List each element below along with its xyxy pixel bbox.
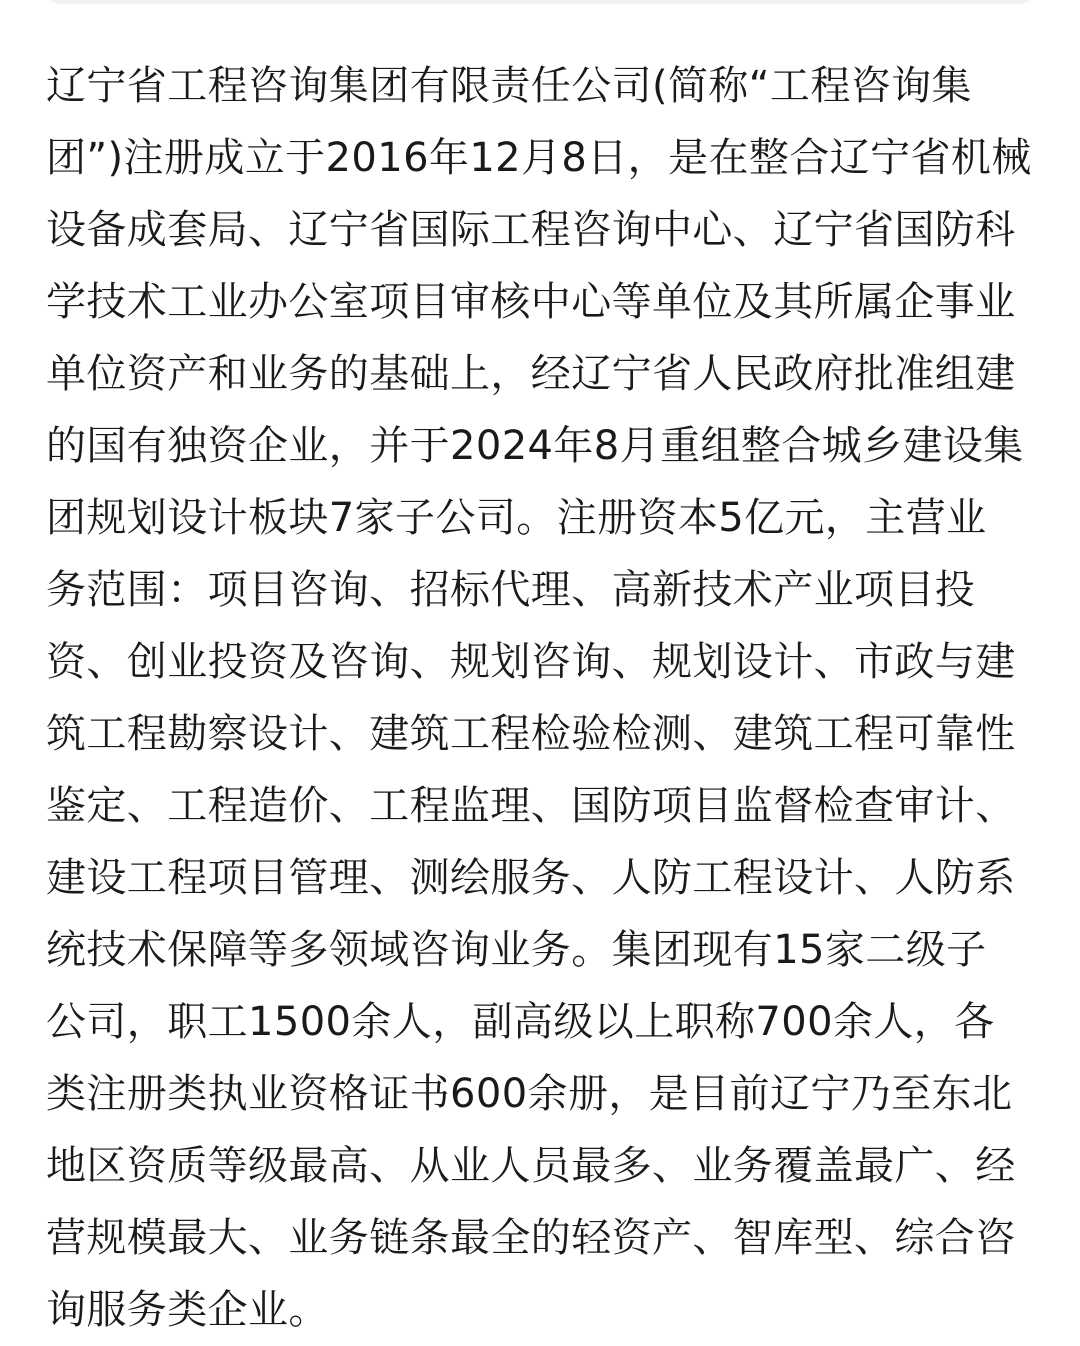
text-line: 学技术工业办公室项目审核中心等单位及其所属企事业 (46, 279, 1016, 325)
text-line: 鉴定、工程造价、工程监理、国防项目监督检查审计、 (46, 783, 1016, 829)
text-line: 统技术保障等多领域咨询业务。集团现有15家二级子 (46, 927, 987, 973)
text-line: 公司，职工1500余人，副高级以上职称700余人，各 (46, 999, 995, 1045)
text-line: 单位资产和业务的基础上，经辽宁省人民政府批准组建 (46, 351, 1016, 397)
text-line: 资、创业投资及咨询、规划咨询、规划设计、市政与建 (46, 639, 1016, 685)
top-card-edge (46, 0, 1034, 4)
text-line: 辽宁省工程咨询集团有限责任公司(简称“工程咨询集 (46, 63, 972, 109)
text-line: 地区资质等级最高、从业人员最多、业务覆盖最广、经 (46, 1143, 1016, 1189)
text-line: 务范围：项目咨询、招标代理、高新技术产业项目投 (46, 567, 976, 613)
text-line: 筑工程勘察设计、建筑工程检验检测、建筑工程可靠性 (46, 711, 1016, 757)
text-line: 设备成套局、辽宁省国际工程咨询中心、辽宁省国防科 (46, 207, 1016, 253)
text-line: 的国有独资企业，并于2024年8月重组整合城乡建设集 (46, 423, 1024, 469)
text-line: 团”)注册成立于2016年12月8日，是在整合辽宁省机械 (46, 135, 1032, 181)
text-line: 建设工程项目管理、测绘服务、人防工程设计、人防系 (46, 855, 1016, 901)
text-line: 询服务类企业。 (46, 1287, 329, 1333)
text-line: 类注册类执业资格证书600余册，是目前辽宁乃至东北 (46, 1071, 1013, 1117)
text-line: 团规划设计板块7家子公司。注册资本5亿元，主营业 (46, 495, 987, 541)
text-line: 营规模最大、业务链条最全的轻资产、智库型、综合咨 (46, 1215, 1016, 1261)
article-body (46, 50, 1046, 1346)
